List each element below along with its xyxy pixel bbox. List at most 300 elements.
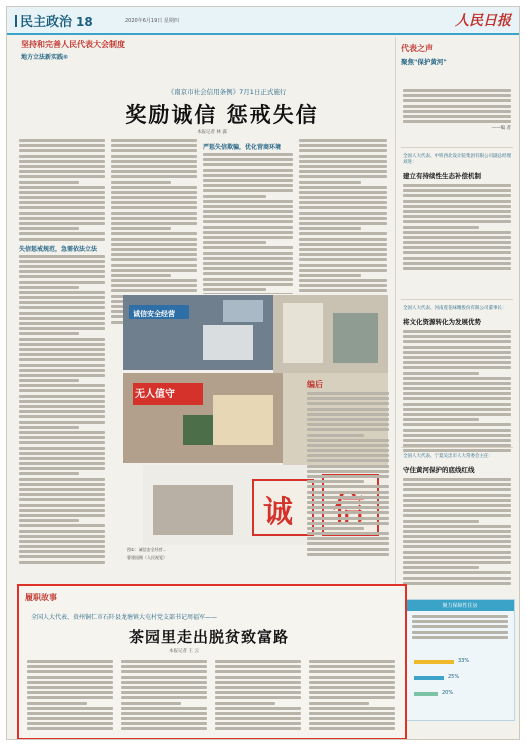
text-line bbox=[307, 392, 389, 395]
top-subsection: 地方立法新实践⑤ bbox=[21, 54, 69, 61]
text-line bbox=[27, 722, 113, 725]
text-line bbox=[307, 465, 389, 468]
text-line bbox=[19, 217, 105, 220]
text-line bbox=[19, 555, 105, 558]
text-line bbox=[299, 284, 387, 287]
text-line bbox=[19, 431, 105, 434]
text-line bbox=[309, 670, 395, 673]
text-line bbox=[307, 475, 389, 478]
text-line bbox=[19, 545, 105, 548]
text-line bbox=[309, 727, 395, 730]
text-line bbox=[203, 252, 293, 255]
chart-value-1: 33% bbox=[458, 658, 470, 664]
sign-cheng: 诚 bbox=[263, 495, 293, 530]
text-line bbox=[309, 717, 395, 720]
text-line bbox=[309, 712, 395, 715]
chart-bar-2 bbox=[414, 676, 444, 680]
text-line bbox=[403, 571, 511, 574]
text-line bbox=[215, 665, 301, 668]
text-line bbox=[111, 222, 197, 225]
text-line bbox=[307, 423, 389, 426]
text-line bbox=[299, 222, 387, 225]
text-line bbox=[121, 686, 207, 689]
text-line bbox=[111, 206, 197, 209]
page-number: 18 bbox=[76, 15, 93, 29]
text-line bbox=[27, 665, 113, 668]
text-line bbox=[307, 402, 389, 405]
text-line bbox=[19, 270, 105, 273]
text-line bbox=[111, 274, 171, 277]
text-line bbox=[121, 691, 207, 694]
text-line bbox=[19, 509, 105, 512]
text-line bbox=[203, 169, 293, 172]
text-line bbox=[403, 551, 511, 554]
lower-kicker: 全国人大代表、贵州铜仁市石阡县龙塘镇大屯村党支部书记周福军—— bbox=[31, 614, 218, 621]
text-line bbox=[19, 457, 105, 460]
text-line bbox=[403, 330, 511, 333]
text-line bbox=[299, 258, 387, 261]
text-line bbox=[19, 296, 105, 299]
text-line bbox=[403, 267, 511, 270]
text-line bbox=[299, 274, 361, 277]
section-name: 民主政治 bbox=[20, 15, 73, 30]
text-line bbox=[403, 236, 511, 239]
text-line bbox=[307, 517, 389, 520]
text-line bbox=[121, 702, 181, 705]
text-line bbox=[403, 530, 511, 533]
text-line bbox=[27, 702, 87, 705]
text-line bbox=[299, 289, 387, 292]
text-line bbox=[19, 238, 105, 241]
text-line bbox=[412, 636, 508, 639]
text-line bbox=[203, 205, 293, 208]
text-line bbox=[19, 421, 105, 424]
text-line bbox=[215, 717, 301, 720]
text-line bbox=[19, 535, 105, 538]
text-line bbox=[307, 470, 389, 473]
text-line bbox=[203, 231, 293, 234]
text-line bbox=[403, 535, 511, 538]
lower-col-2 bbox=[121, 660, 207, 734]
text-line bbox=[299, 170, 387, 173]
text-line bbox=[203, 262, 293, 265]
text-line bbox=[27, 686, 113, 689]
side-chart-title: 聚力保障性住房 bbox=[406, 600, 514, 611]
text-line bbox=[111, 144, 197, 147]
text-line bbox=[19, 222, 105, 225]
text-line bbox=[203, 283, 293, 286]
text-line bbox=[307, 459, 389, 462]
article-subhead: 失信惩戒规范，急需依法立法 bbox=[19, 245, 98, 253]
text-line bbox=[215, 660, 301, 663]
text-line bbox=[111, 279, 197, 282]
text-line bbox=[27, 676, 113, 679]
text-line bbox=[111, 253, 197, 256]
text-line bbox=[307, 537, 389, 540]
text-line bbox=[307, 511, 389, 514]
text-line bbox=[19, 301, 105, 304]
text-line bbox=[19, 389, 105, 392]
text-line bbox=[121, 676, 207, 679]
chart-bar-1 bbox=[414, 660, 454, 664]
text-line bbox=[309, 691, 395, 694]
text-line bbox=[403, 561, 511, 564]
text-line bbox=[19, 165, 105, 168]
text-line bbox=[299, 181, 361, 184]
text-line bbox=[299, 196, 387, 199]
photo-credit: 曹建国摄（人民视觉） bbox=[127, 555, 167, 560]
text-line bbox=[19, 291, 105, 294]
text-line bbox=[203, 179, 293, 182]
text-line bbox=[403, 231, 511, 234]
text-line bbox=[403, 582, 511, 585]
right-block-1-intro: 全国人大代表、中铁西北设计院集团有限公司副总经理刘进： bbox=[403, 154, 511, 165]
text-line bbox=[27, 712, 113, 715]
text-line bbox=[403, 205, 511, 208]
highlighted-story bbox=[17, 584, 407, 740]
text-line bbox=[403, 377, 511, 380]
section-title bbox=[15, 11, 93, 30]
text-line bbox=[403, 346, 511, 349]
text-line bbox=[203, 293, 293, 294]
text-line bbox=[299, 186, 387, 189]
text-line bbox=[19, 181, 79, 184]
text-line bbox=[307, 496, 389, 499]
text-line bbox=[412, 620, 508, 623]
text-line bbox=[299, 212, 387, 215]
text-line bbox=[215, 696, 301, 699]
right-column-header bbox=[401, 43, 513, 66]
text-line bbox=[19, 488, 105, 491]
text-line bbox=[215, 727, 301, 730]
text-line bbox=[19, 175, 105, 178]
text-line bbox=[19, 196, 105, 199]
text-line bbox=[307, 491, 389, 494]
text-line bbox=[403, 397, 511, 400]
lower-col-4 bbox=[309, 660, 395, 734]
text-line bbox=[403, 566, 479, 569]
newspaper-logo: 人民日报 bbox=[455, 13, 511, 29]
text-line bbox=[309, 702, 369, 705]
text-line bbox=[121, 727, 207, 730]
text-line bbox=[309, 696, 395, 699]
article-headline: 奖励诚信 惩戒失信 bbox=[125, 102, 319, 127]
text-line bbox=[19, 395, 105, 398]
article-subhead: 严惩失信欺骗，优化营商环境 bbox=[203, 144, 282, 151]
page-header bbox=[7, 7, 519, 35]
text-line bbox=[19, 332, 79, 335]
text-line bbox=[299, 232, 387, 235]
text-line bbox=[309, 676, 395, 679]
text-line bbox=[307, 397, 389, 400]
text-line bbox=[299, 175, 387, 178]
text-line bbox=[203, 272, 293, 275]
text-line bbox=[121, 717, 207, 720]
text-line bbox=[403, 110, 511, 113]
text-line bbox=[403, 494, 511, 497]
text-line bbox=[19, 322, 105, 325]
text-line bbox=[403, 483, 511, 486]
text-line bbox=[111, 139, 197, 142]
text-line bbox=[19, 212, 105, 215]
text-line bbox=[299, 227, 361, 230]
text-line bbox=[307, 480, 364, 483]
text-line bbox=[403, 210, 511, 213]
text-line bbox=[403, 200, 511, 203]
text-line bbox=[19, 504, 105, 507]
text-line bbox=[309, 686, 395, 689]
text-line bbox=[111, 227, 171, 230]
text-line bbox=[309, 665, 395, 668]
text-line bbox=[111, 258, 197, 261]
text-line bbox=[111, 191, 197, 194]
right-subtitle: 聚焦"保护黄河" bbox=[401, 58, 447, 66]
text-line bbox=[19, 312, 105, 315]
quote-author: ——编 者 bbox=[491, 126, 511, 132]
text-line bbox=[403, 262, 511, 265]
text-line bbox=[121, 696, 207, 699]
text-line bbox=[27, 707, 113, 710]
text-line bbox=[203, 236, 293, 239]
text-line bbox=[403, 351, 511, 354]
text-line bbox=[27, 717, 113, 720]
text-line bbox=[111, 201, 197, 204]
text-line bbox=[19, 441, 105, 444]
text-line bbox=[403, 246, 511, 249]
text-line bbox=[403, 429, 511, 432]
text-line bbox=[403, 418, 479, 421]
text-line bbox=[19, 338, 105, 341]
text-line bbox=[307, 454, 389, 457]
photo-caption bbox=[127, 547, 307, 561]
text-line bbox=[307, 532, 389, 535]
text-line bbox=[299, 155, 387, 158]
text-line bbox=[19, 379, 79, 382]
store-sign: 诚信安全经营 bbox=[133, 310, 175, 318]
text-line bbox=[307, 418, 389, 421]
text-line bbox=[111, 155, 197, 158]
article-byline: 本报记者 林 露 bbox=[197, 130, 227, 135]
text-line bbox=[19, 493, 105, 496]
text-line bbox=[203, 189, 293, 192]
lower-headline: 茶园里走出脱贫致富路 bbox=[128, 628, 289, 646]
article-kicker: 《南京市社会信用条例》7月1日正式施行 bbox=[167, 88, 287, 96]
right-block-3 bbox=[403, 453, 511, 588]
text-line bbox=[307, 506, 389, 509]
text-line bbox=[121, 670, 207, 673]
text-line bbox=[403, 372, 479, 375]
text-line bbox=[27, 696, 113, 699]
text-line bbox=[203, 174, 293, 177]
text-line bbox=[309, 681, 395, 684]
text-line bbox=[111, 186, 197, 189]
text-line bbox=[403, 545, 511, 548]
text-line bbox=[19, 530, 105, 533]
text-line bbox=[203, 158, 293, 161]
text-line bbox=[121, 681, 207, 684]
text-line bbox=[19, 265, 105, 268]
unmanned-store-sign: 无人值守 bbox=[135, 389, 175, 400]
text-line bbox=[203, 241, 266, 244]
text-line bbox=[309, 722, 395, 725]
text-line bbox=[19, 436, 105, 439]
text-line bbox=[121, 712, 207, 715]
text-line bbox=[403, 366, 511, 369]
text-line bbox=[19, 327, 105, 330]
lower-col-1 bbox=[27, 660, 113, 734]
text-line bbox=[19, 275, 105, 278]
text-line bbox=[19, 353, 105, 356]
text-line bbox=[27, 660, 113, 663]
text-line bbox=[203, 220, 293, 223]
text-line bbox=[19, 232, 105, 235]
text-line bbox=[111, 170, 197, 173]
text-line bbox=[403, 514, 511, 517]
text-line bbox=[307, 553, 389, 556]
right-block-3-title: 守住黄河保护的底线红线 bbox=[403, 466, 475, 474]
text-line bbox=[215, 676, 301, 679]
text-line bbox=[19, 286, 79, 289]
article-col-1 bbox=[19, 139, 105, 579]
text-line bbox=[19, 498, 105, 501]
text-line bbox=[111, 181, 171, 184]
text-line bbox=[299, 206, 387, 209]
top-section-title: 坚持和完善人民代表大会制度 bbox=[21, 40, 125, 49]
right-block-2 bbox=[403, 305, 511, 455]
chart-value-3: 20% bbox=[442, 690, 454, 696]
text-line bbox=[203, 267, 293, 270]
text-line bbox=[19, 369, 105, 372]
text-line bbox=[299, 279, 387, 282]
text-line bbox=[299, 243, 387, 246]
text-line bbox=[19, 306, 105, 309]
text-line bbox=[403, 408, 511, 411]
text-line bbox=[403, 99, 511, 102]
text-line bbox=[403, 115, 511, 118]
text-line bbox=[403, 241, 511, 244]
lower-byline: 本报记者 王 云 bbox=[169, 649, 199, 654]
text-line bbox=[299, 139, 387, 142]
lower-col-3 bbox=[215, 660, 301, 734]
text-line bbox=[121, 660, 207, 663]
text-line bbox=[19, 447, 105, 450]
text-line bbox=[299, 144, 387, 147]
text-line bbox=[299, 160, 387, 163]
text-line bbox=[203, 210, 293, 213]
text-line bbox=[111, 289, 197, 292]
text-line bbox=[203, 288, 266, 291]
text-line bbox=[307, 444, 389, 447]
text-line bbox=[403, 504, 511, 507]
text-line bbox=[111, 165, 197, 168]
text-line bbox=[19, 405, 105, 408]
text-line bbox=[203, 200, 293, 203]
text-line bbox=[19, 255, 105, 258]
text-line bbox=[19, 400, 105, 403]
text-line bbox=[299, 248, 387, 251]
text-line bbox=[19, 478, 105, 481]
right-block-2-title: 将文化资源转化为发展优势 bbox=[403, 318, 481, 326]
text-line bbox=[307, 522, 389, 525]
lower-section-title: 履职故事 bbox=[25, 593, 57, 602]
text-line bbox=[299, 238, 387, 241]
text-line bbox=[403, 488, 511, 491]
side-chart bbox=[405, 599, 515, 721]
right-block-2-intro: 全国人大代表、河南莲花味精股份有限公司董事长： bbox=[403, 306, 507, 311]
text-line bbox=[19, 415, 105, 418]
text-line bbox=[307, 439, 389, 442]
text-line bbox=[403, 434, 511, 437]
text-line bbox=[403, 257, 511, 260]
text-line bbox=[19, 348, 105, 351]
text-line bbox=[27, 681, 113, 684]
text-line bbox=[111, 175, 197, 178]
article-col-3 bbox=[203, 139, 293, 294]
text-line bbox=[19, 227, 79, 230]
text-line bbox=[121, 722, 207, 725]
text-line bbox=[19, 358, 105, 361]
text-line bbox=[299, 165, 387, 168]
text-line bbox=[412, 625, 508, 628]
text-line bbox=[19, 170, 105, 173]
right-section-title: 代表之声 bbox=[401, 44, 433, 53]
text-line bbox=[403, 356, 511, 359]
text-line bbox=[19, 540, 105, 543]
text-line bbox=[111, 232, 197, 235]
text-line bbox=[403, 335, 511, 338]
text-line bbox=[27, 727, 113, 730]
text-line bbox=[307, 485, 389, 488]
text-line bbox=[299, 191, 387, 194]
text-line bbox=[307, 428, 389, 431]
editor-note-title: 编后 bbox=[307, 380, 323, 389]
text-line bbox=[19, 155, 105, 158]
text-line bbox=[111, 212, 197, 215]
text-line bbox=[203, 246, 293, 249]
text-line bbox=[403, 577, 511, 580]
text-line bbox=[19, 472, 79, 475]
text-line bbox=[19, 426, 79, 429]
issue-date: 2020年6月19日 星期四 bbox=[125, 18, 179, 24]
text-line bbox=[215, 691, 301, 694]
text-line bbox=[19, 384, 105, 387]
text-line bbox=[403, 439, 511, 442]
text-line bbox=[215, 722, 301, 725]
text-line bbox=[111, 217, 197, 220]
text-line bbox=[19, 160, 105, 163]
text-line bbox=[412, 631, 508, 634]
text-line bbox=[403, 215, 511, 218]
text-line bbox=[19, 260, 105, 263]
text-line bbox=[307, 548, 389, 551]
text-line bbox=[299, 253, 387, 256]
text-line bbox=[403, 478, 511, 481]
text-line bbox=[19, 149, 105, 152]
text-line bbox=[403, 120, 511, 123]
right-block-1-title: 建立有持续性生态补偿机制 bbox=[403, 172, 481, 180]
text-line bbox=[203, 153, 293, 156]
text-line bbox=[299, 149, 387, 152]
text-line bbox=[111, 243, 197, 246]
text-line bbox=[203, 278, 293, 281]
text-line bbox=[299, 269, 387, 272]
text-line bbox=[307, 542, 389, 545]
text-line bbox=[307, 413, 389, 416]
editor-note-body bbox=[307, 392, 389, 562]
text-line bbox=[403, 226, 479, 229]
text-line bbox=[111, 160, 197, 163]
text-line bbox=[403, 105, 511, 108]
